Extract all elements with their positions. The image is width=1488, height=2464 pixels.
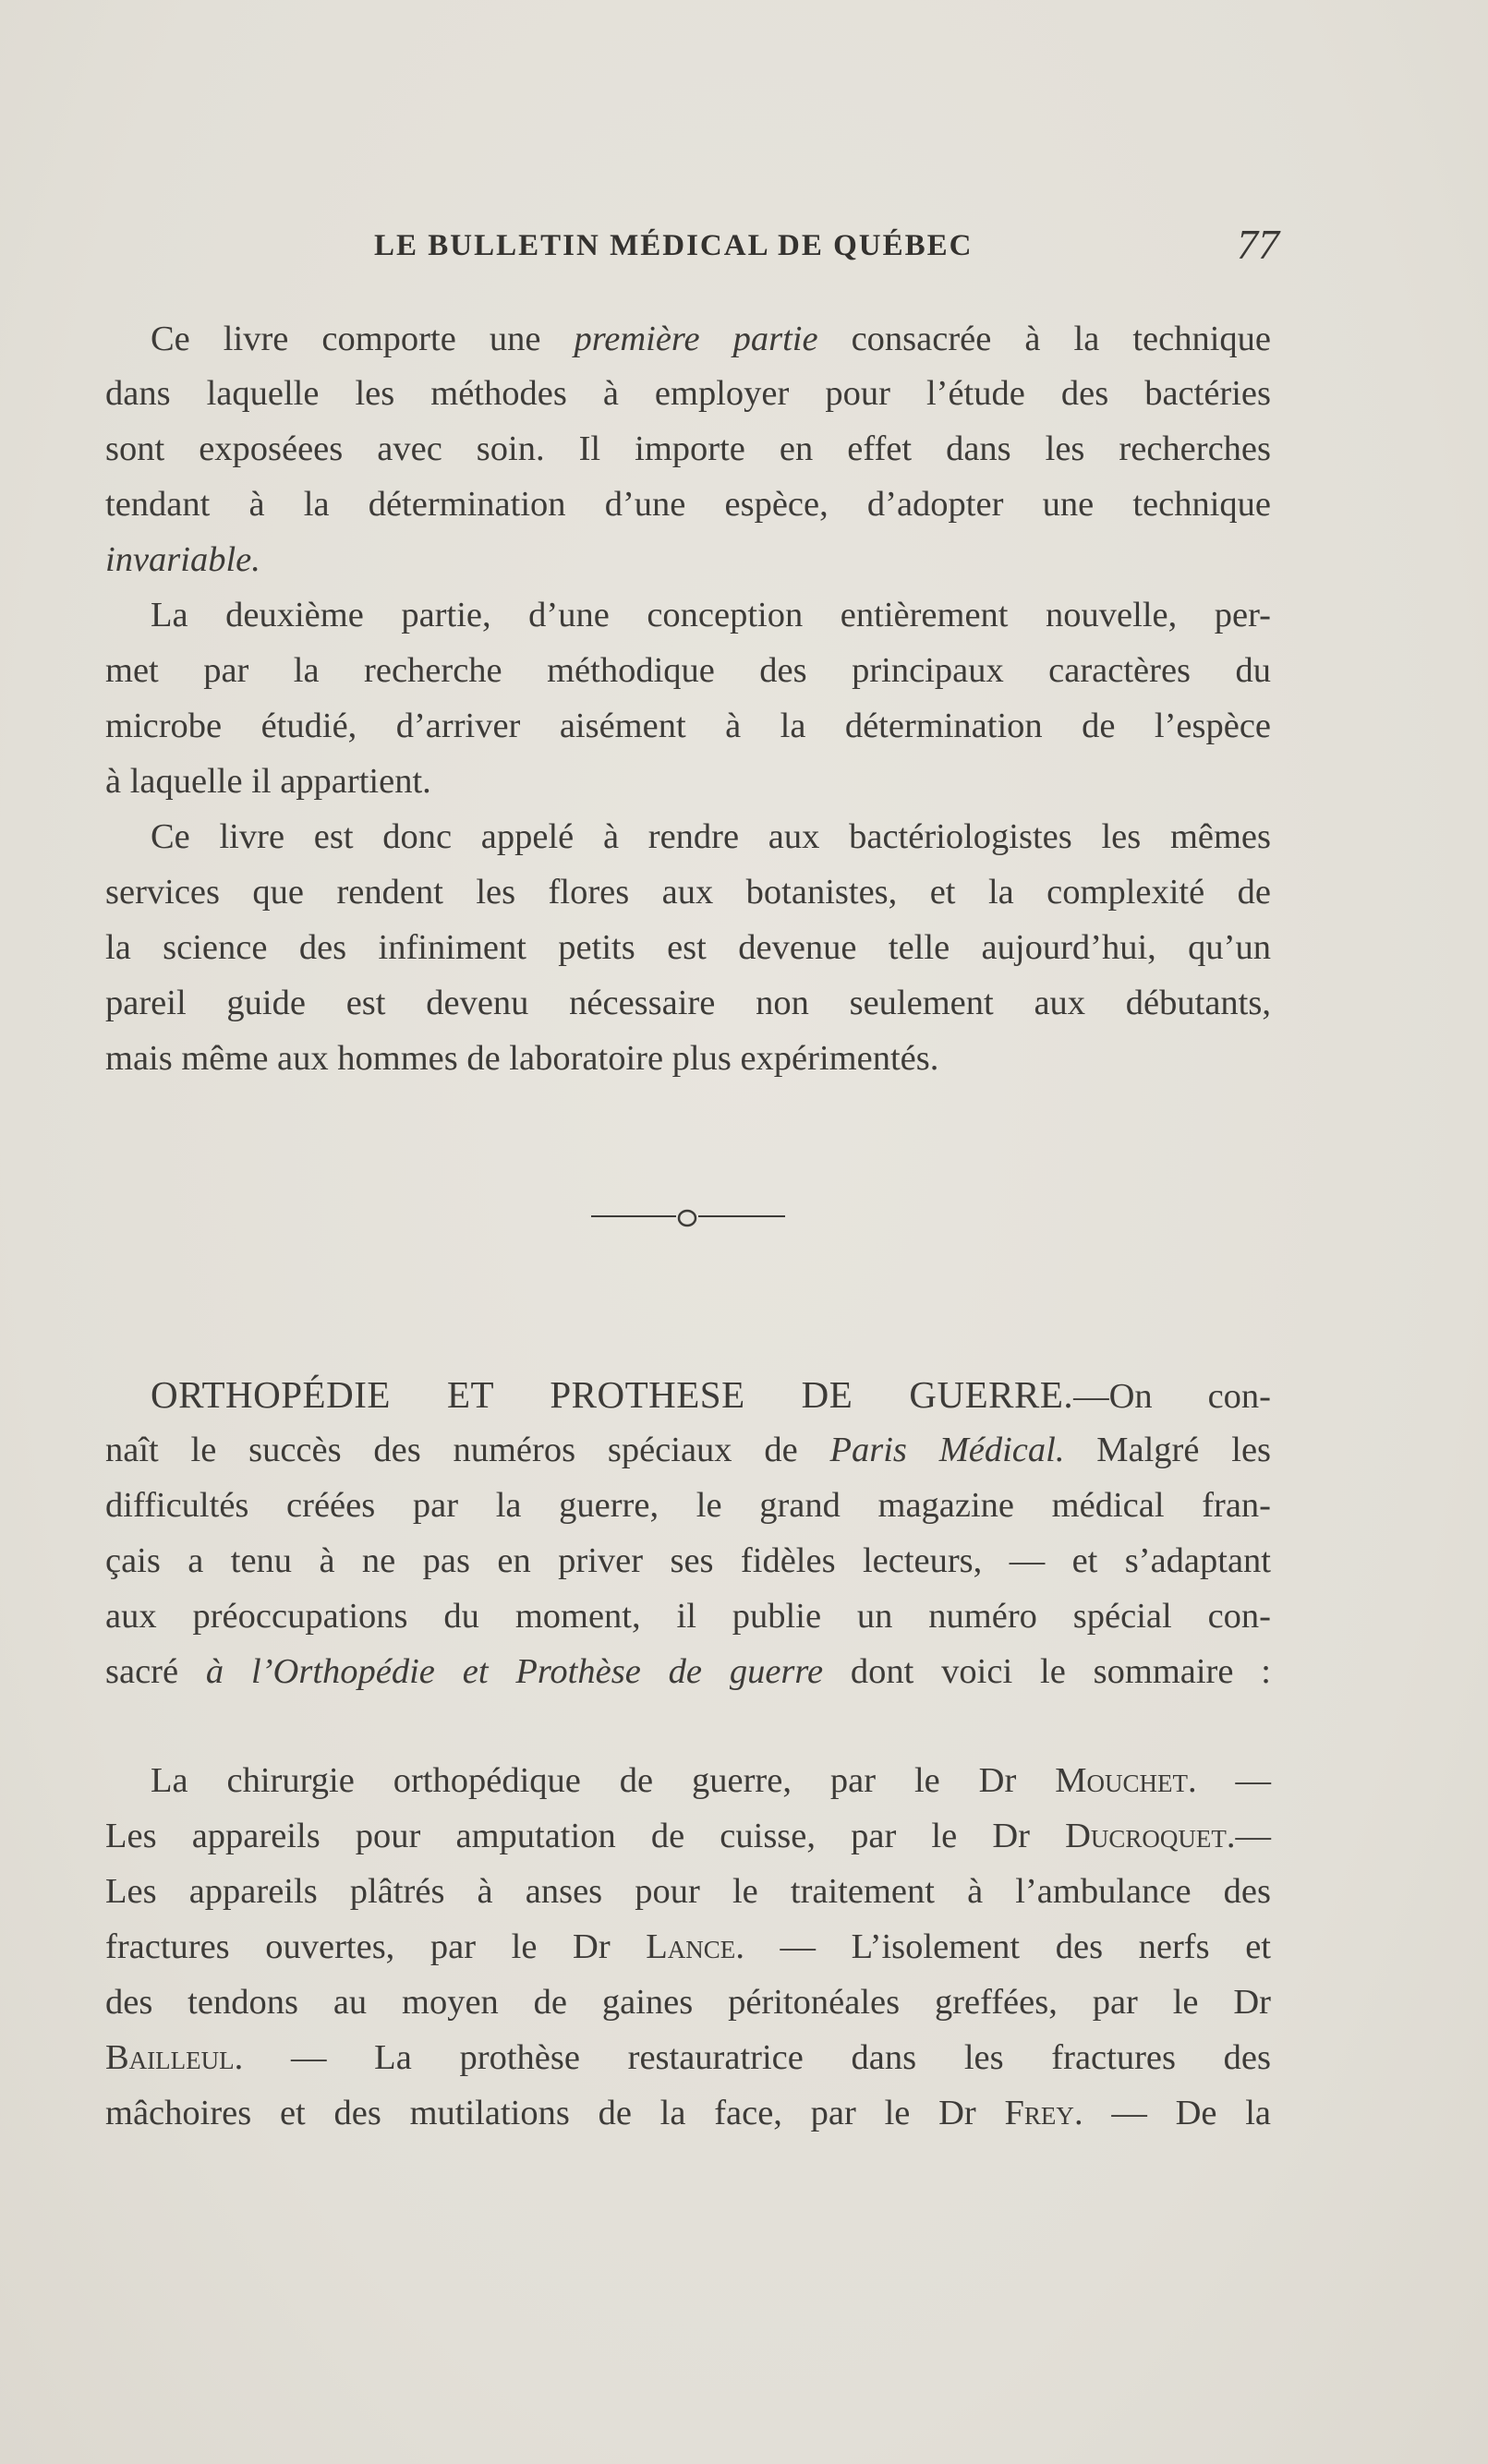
text-line — [105, 2030, 1271, 2085]
text-line — [105, 1919, 1271, 1975]
text-span: La chirurgie orthopédique de guerre, par le Dr — [151, 1761, 1056, 1800]
text-line: des tendons au moyen de gaines péritonéales greffées, par le Dr — [105, 1983, 1271, 2022]
text-line — [151, 311, 1271, 367]
text-line — [105, 532, 1271, 587]
text-span: fractures ouvertes, par le Dr — [105, 1927, 647, 1966]
text-line: met par la recherche méthodique des principaux caractères du — [105, 651, 1271, 690]
text-span: —On con- — [1073, 1377, 1271, 1416]
text-line: la science des infiniment petits est devenue telle aujourd’hui, qu’un — [105, 928, 1271, 967]
italic-text: Paris Médical. — [829, 1431, 1065, 1469]
author-name: Lance — [646, 1927, 736, 1966]
author-name: Mouchet — [1055, 1761, 1188, 1800]
text-span: dont voici le sommaire : — [823, 1652, 1272, 1691]
text-span: naît le succès des numéros spéciaux de — [105, 1431, 830, 1469]
text-line — [105, 2085, 1271, 2141]
author-name: Bailleul — [105, 2038, 235, 2077]
italic-text: invariable. — [105, 540, 260, 579]
text-line: La deuxième partie, d’une conception entièrement nouvelle, per- — [151, 596, 1271, 634]
text-line: aux préoccupations du moment, il publie un numéro spécial con- — [105, 1597, 1271, 1636]
text-span: mâchoires et des mutilations de la face, par le Dr — [105, 2094, 1005, 2132]
page-number: 77 — [1237, 221, 1279, 268]
text-span: consacrée à la technique — [817, 320, 1271, 358]
text-line — [151, 1753, 1271, 1808]
italic-text: à l’Orthopédie et Prothèse de guerre — [205, 1652, 824, 1691]
text-line — [105, 1644, 1271, 1699]
author-name: Frey — [1004, 2094, 1074, 2132]
text-span: . — La prothèse restauratrice dans les fractures des — [234, 2038, 1271, 2077]
author-name: Ducroquet — [1065, 1817, 1227, 1855]
text-line: Ce livre est donc appelé à rendre aux bactériologistes les mêmes — [151, 817, 1271, 856]
text-line: sont exposéees avec soin. Il importe en effet dans les recherches — [105, 429, 1271, 468]
text-line: microbe étudié, d’arriver aisément à la détermination de l’espèce — [105, 707, 1271, 745]
text-line — [105, 1422, 1271, 1478]
text-line: çais a tenu à ne pas en priver ses fidèles lecteurs, — et s’adaptant — [105, 1541, 1271, 1580]
text-line: à laquelle il appartient. — [105, 762, 431, 801]
text-line — [105, 1808, 1271, 1864]
text-span: Malgré les — [1064, 1431, 1272, 1469]
text-span: Les appareils pour amputation de cuisse, par le Dr — [105, 1817, 1066, 1855]
italic-text: première partie — [574, 320, 818, 358]
text-line: dans laquelle les méthodes à employer pour l’étude des bactéries — [105, 374, 1271, 413]
text-line: services que rendent les flores aux botanistes, et la complexité de — [105, 873, 1271, 912]
text-line: tendant à la détermination d’une espèce, d’adopter une technique — [105, 485, 1271, 524]
text-span: . — L’isolement des nerfs et — [735, 1927, 1271, 1966]
page-header — [0, 212, 1488, 286]
text-span: . — — [1187, 1761, 1271, 1800]
text-line: mais même aux hommes de laboratoire plus expérimentés. — [105, 1039, 939, 1078]
text-span: . — De la — [1073, 2094, 1271, 2132]
text-span: sacré — [105, 1652, 206, 1691]
text-line: difficultés créées par la guerre, le grand magazine médical fran- — [105, 1486, 1271, 1525]
running-head: LE BULLETIN MÉDICAL DE QUÉBEC — [374, 229, 974, 262]
text-line: pareil guide est devenu nécessaire non seulement aux débutants, — [105, 984, 1271, 1022]
section-separator — [591, 1196, 785, 1233]
text-line — [151, 1367, 1271, 1424]
text-span: Ce livre comporte une — [151, 320, 575, 358]
text-span: .— — [1226, 1817, 1271, 1855]
text-line: Les appareils plâtrés à anses pour le traitement à l’ambulance des — [105, 1872, 1271, 1911]
section-title: ORTHOPÉDIE ET PROTHESE DE GUERRE. — [151, 1373, 1074, 1416]
